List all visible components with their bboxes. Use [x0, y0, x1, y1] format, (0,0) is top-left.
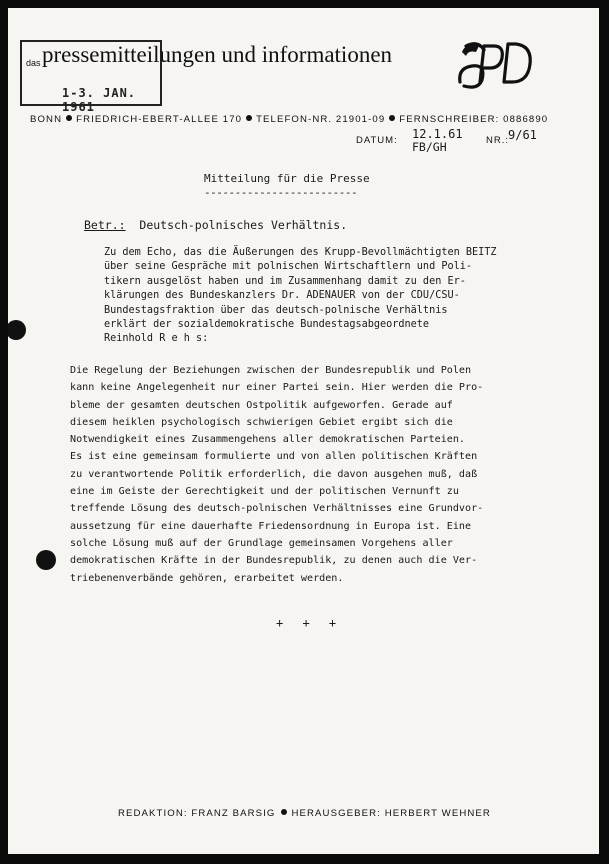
footer-publisher: HERAUSGEBER: HERBERT WEHNER — [291, 808, 491, 819]
bullet-icon — [246, 115, 252, 121]
footer-credits — [118, 808, 491, 819]
end-mark: + + + — [276, 616, 343, 630]
contact-telex: FERNSCHREIBER: 0886890 — [399, 114, 549, 125]
intro-paragraph: Zu dem Echo, das die Äußerungen des Krupp-Bevollmächtigten BEITZ über seine Gespräche mit polnischen Wirtschaftlern und Poli- tikern ausgelöst haben und im Zusammenhang damit zu den Er- klärungen des Bundeskanzlers Dr. ADENAUER von der CDU/CSU- Bundestagsfraktion über das deutsch-polnische Verhältnis erklärt der sozialdemokratische Bundestagsabgeordnete Reinhold R e h s: — [104, 247, 497, 345]
heading-underline: ------------------------- — [204, 186, 358, 199]
bullet-icon — [389, 115, 395, 121]
footer-editor: REDAKTION: FRANZ BARSIG — [118, 808, 276, 819]
subject-label: Betr.: — [84, 218, 126, 232]
datum-value: 12.1.61 — [412, 127, 463, 141]
datum-label: DATUM: — [356, 135, 398, 146]
punch-hole — [36, 550, 56, 570]
spd-logo — [456, 38, 536, 90]
document-heading: Mitteilung für die Presse — [204, 172, 370, 185]
contact-line — [30, 114, 548, 125]
contact-city: BONN — [30, 114, 63, 125]
nr-value: 9/61 — [508, 128, 537, 142]
press-release-page — [8, 8, 599, 854]
contact-phone: TELEFON-NR. 21901-09 — [256, 114, 386, 125]
subject-text: Deutsch-polnisches Verhältnis. — [139, 218, 348, 232]
nr-label: NR.: — [486, 135, 509, 146]
reference-initials: FB/GH — [412, 140, 447, 154]
statement-body: Die Regelung der Beziehungen zwischen der Bundesrepublik und Polen kann keine Angelegenheit nur einer Partei sein. Hier werden die Pro- bleme der gesamten deutschen Ostpolitik aufgeworfen. Gerade auf diesem heiklen psychologisch schwierigen Gebiet ergibt sich die Notwendigkeit eines Zusammengehens aller demokratischen Parteien. Es ist eine gemeinsam formulierte und von allen politischen Kräften zu verantwortende Politik erforderlich, die davon ausgehen muß, daß eine im Geiste der Gerechtigkeit und der politischen Vernunft zu treffende Lösung des deutsch-polnischen Verhältnisses eine Grundvor- aussetzung für eine dauerhafte Friedensordnung in Europa ist. Eine solche Lösung muß auf der Grundlage gemeinsamen Vorgehens aller demokratischen Kräfte in der Bundesrepublik, zu denen auch die Ver- triebenenverbände gehören, erarbeitet werden. — [70, 365, 484, 584]
subject-line — [84, 218, 347, 232]
bullet-icon — [281, 809, 287, 815]
contact-address: FRIEDRICH-EBERT-ALLEE 170 — [76, 114, 243, 125]
bullet-icon — [66, 115, 72, 121]
received-date: 1-3. JAN. 1961 — [62, 86, 137, 114]
masthead-title: pressemitteilungen und informationen — [42, 42, 393, 67]
punch-hole — [8, 320, 26, 340]
stamp-das-label: das — [26, 58, 41, 68]
